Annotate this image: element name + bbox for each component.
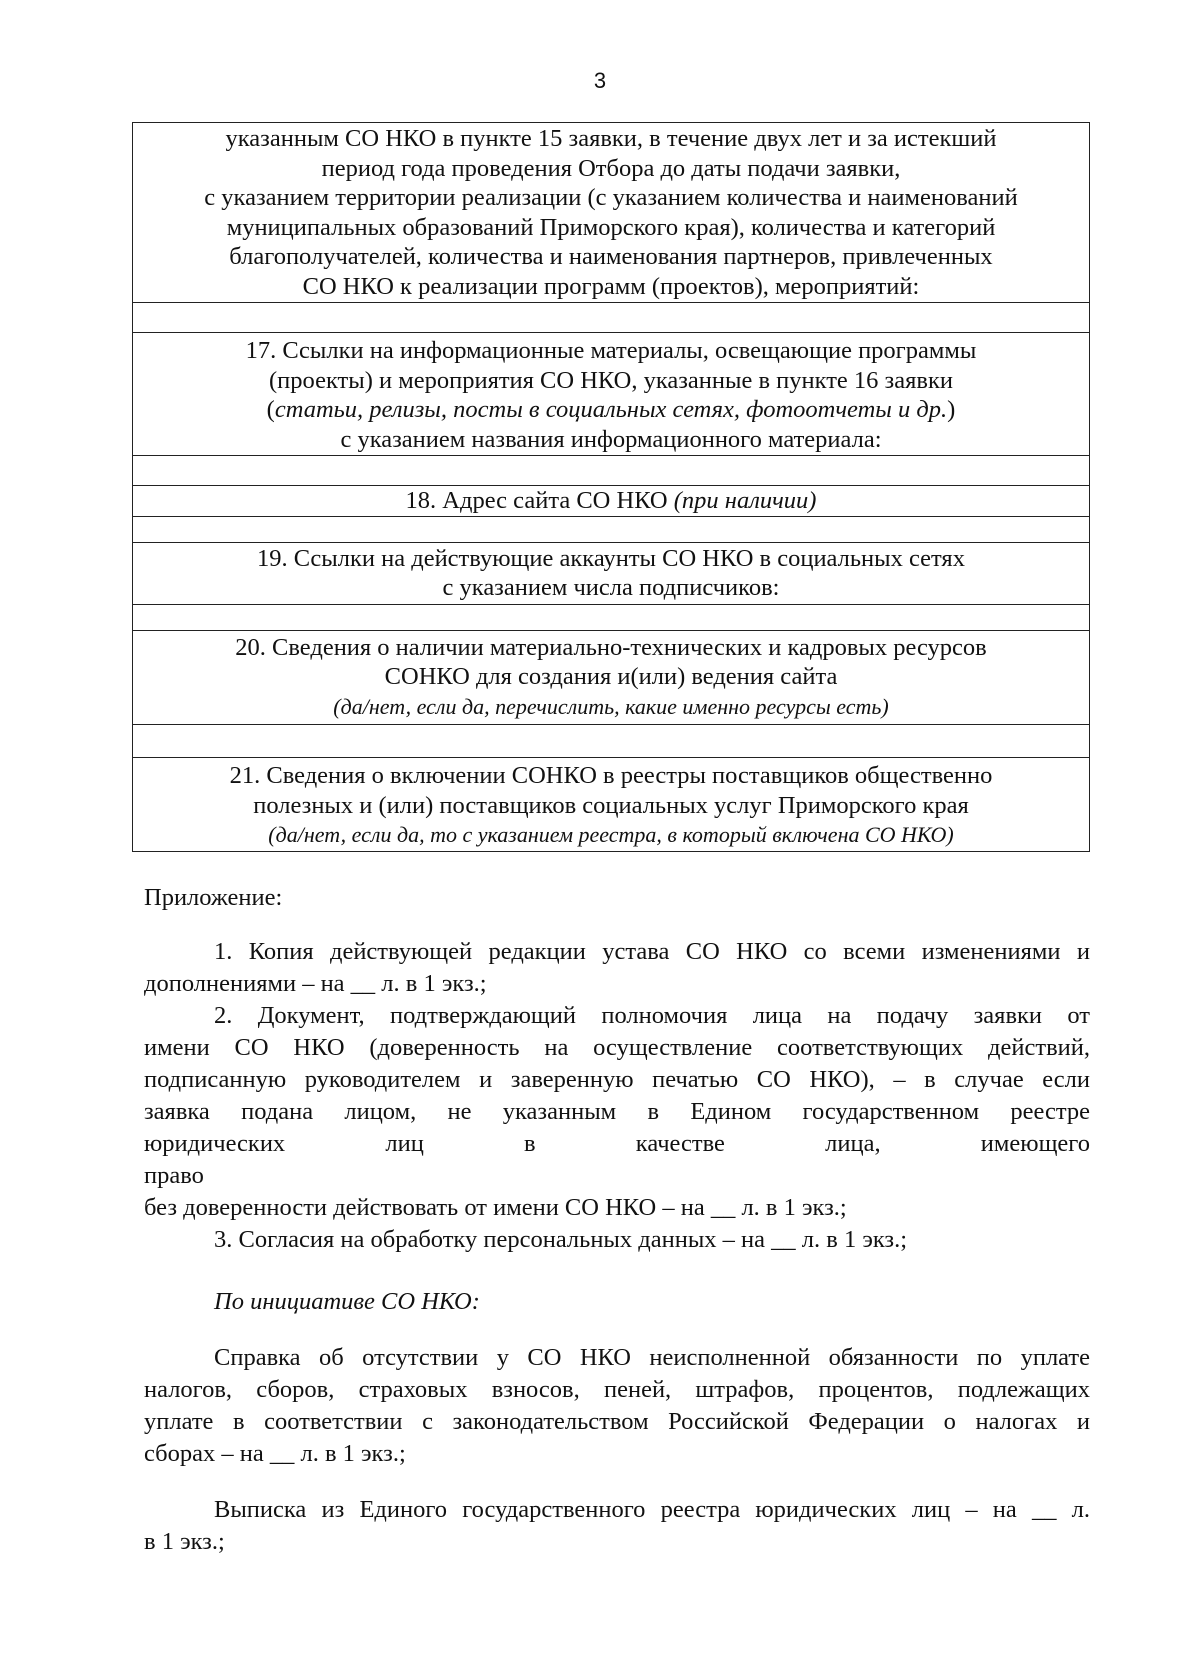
row-16-line: указанным СО НКО в пункте 15 заявки, в течение двух лет и за истекший [225, 125, 997, 152]
row-18-note: (при наличии) [673, 487, 817, 514]
application-form-table [132, 122, 1090, 852]
row-17-line: (статьи, релизы, посты в социальных сетях, фотоотчеты и др.) [266, 396, 956, 423]
row-17-question [133, 333, 1089, 456]
row-16-continuation [133, 123, 1089, 303]
row-20-answer-field[interactable] [133, 725, 1089, 758]
row-17-examples: статьи, релизы, посты в социальных сетях, фотоотчеты и др. [274, 396, 948, 423]
row-18-line: 18. Адрес сайта СО НКО (при наличии) [405, 487, 817, 514]
row-19-question [133, 543, 1089, 605]
row-19-answer-field[interactable] [133, 605, 1089, 631]
row-21-note: (да/нет, если да, то с указанием реестра, в который включена СО НКО) [268, 822, 954, 847]
row-21-question [133, 758, 1089, 851]
row-20-line: СОНКО для создания и(или) ведения сайта [384, 663, 838, 690]
row-16-line: СО НКО к реализации программ (проектов), мероприятий: [302, 272, 920, 300]
row-21-line: 21. Сведения о включении СОНКО в реестры поставщиков общественно [229, 762, 993, 789]
egrul-extract-item: Выписка из Единого государственного реестра юридических лиц – на __ л. в 1 экз.; [144, 1496, 1090, 1555]
row-17-line: с указанием названия информационного материала: [340, 425, 882, 453]
appendix-section [144, 882, 1090, 1558]
row-19-line: с указанием числа подписчиков: [442, 574, 780, 601]
row-17-line: 17. Ссылки на информационные материалы, освещающие программы [245, 337, 977, 364]
row-16-line: период года проведения Отбора до даты подачи заявки, [321, 154, 901, 182]
initiative-heading: По инициативе СО НКО: [214, 1288, 480, 1315]
row-20-note: (да/нет, если да, перечислить, какие именно ресурсы есть) [333, 693, 889, 719]
row-21-line: полезных и (или) поставщиков социальных услуг Приморского края [253, 791, 969, 819]
row-18-answer-field[interactable] [133, 517, 1089, 543]
row-20-question [133, 631, 1089, 726]
row-18-question [133, 486, 1089, 517]
appendix-heading: Приложение: [144, 884, 283, 911]
row-17-line: (проекты) и мероприятия СО НКО, указанные в пункте 16 заявки [269, 366, 953, 394]
tax-certificate-item: Справка об отсутствии у СО НКО неисполненной обязанности по уплате налогов, сборов, страховых взносов, пеней, штрафов, процентов, подлежащих уплате в соответствии с законодательством Российской Федерации о налогах и сборах – на __ л. в 1 экз.; [144, 1344, 1090, 1467]
page-number: 3 [593, 68, 607, 93]
appendix-item-3: 3. Согласия на обработку персональных данных – на __ л. в 1 экз.; [214, 1226, 908, 1253]
row-16-line: муниципальных образований Приморского края), количества и категорий [226, 213, 996, 241]
row-17-answer-field[interactable] [133, 456, 1089, 486]
row-20-line: 20. Сведения о наличии материально-технических и кадровых ресурсов [235, 633, 987, 661]
appendix-item-2: 2. Документ, подтверждающий полномочия лица на подачу заявки от имени СО НКО (доверенность на осуществление соответствующих действий, подписанную руководителем и заверенную печатью СО НКО), – в случае если заявка подана лицом, не указанным в Едином государственном реестре юридических лиц в качестве лица, имеющего право без доверенности действовать от имени СО НКО – на __ л. в 1 экз.; [144, 1002, 1090, 1221]
row-19-line: 19. Ссылки на действующие аккаунты СО НКО в социальных сетях [257, 544, 965, 572]
row-16-answer-field[interactable] [133, 303, 1089, 333]
row-16-line: благополучателей, количества и наименования партнеров, привлеченных [229, 243, 993, 270]
appendix-item-1: 1. Копия действующей редакции устава СО НКО со всеми изменениями и дополнениями – на __ л. в 1 экз.; [144, 938, 1090, 997]
row-16-line: с указанием территории реализации (с указанием количества и наименований [204, 184, 1018, 211]
